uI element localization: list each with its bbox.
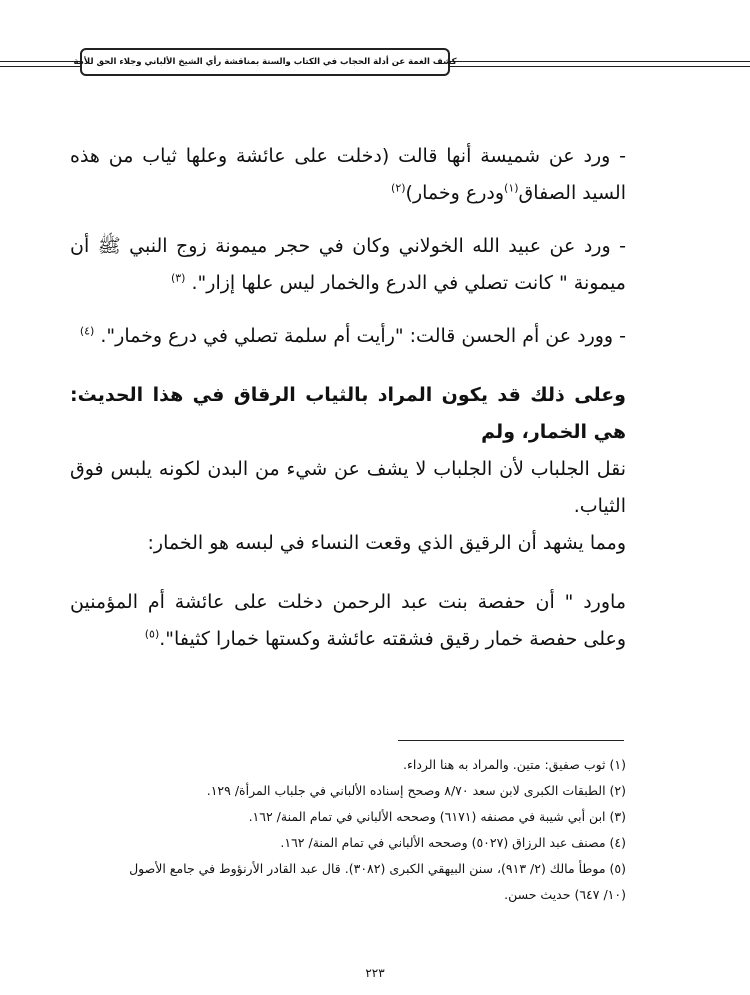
- paragraph-2-text: - ورد عن عبيد الله الخولاني وكان في حجر ميمونة زوج النبي ﷺ أن ميمونة " كانت تصلي في الدرع والخمار ليس علها إزار".: [70, 235, 626, 294]
- footnote-ref-3: (٣): [170, 271, 186, 285]
- running-header: [0, 48, 750, 78]
- footnotes: [110, 752, 626, 908]
- paragraph-3-text: - وورد عن أم الحسن قالت: "رأيت أم سلمة تصلي في درع وخمار".: [100, 325, 626, 347]
- paragraph-1-text-2: ودرع وخمار): [405, 182, 505, 204]
- footnote-ref-5: (٥): [144, 627, 160, 641]
- footnote-2: (٢) الطبقات الكبرى لابن سعد ٨/٧٠ وصحح إسناده الألباني في جلباب المرأة/ ١٢٩.: [206, 783, 626, 798]
- paragraph-1: [70, 138, 626, 212]
- header-title: كشف الغمة عن أدلة الحجاب في الكتاب والسنة بمناقشة رأي الشيخ الألباني وجلاء الحق للأمة: [73, 57, 457, 67]
- page-number: ٢٢٣: [365, 966, 385, 980]
- footnote-3: (٣) ابن أبي شيبة في مصنفه (٦١٧١) وصححه الألباني في تمام المنة/ ١٦٢.: [248, 809, 626, 824]
- paragraph-1-text: - ورد عن شميسة أنها قالت (دخلت على عائشة وعلها ثياب من هذه السيد الصفاق: [70, 145, 626, 204]
- paragraph-4: وعلى ذلك قد يكون المراد بالثياب الرقاق في هذا الحديث: هي الخمار، ولم: [70, 384, 626, 443]
- header-title-box: [73, 48, 457, 76]
- paragraph-7: [70, 584, 626, 658]
- paragraph-3: [70, 318, 626, 355]
- footnote-5: (٥) موطأ مالك (٢/ ٩١٣)، سنن البيهقي الكبرى (٣٠٨٢). قال عبد القادر الأرنؤوط في جامع الأصول: [129, 861, 626, 876]
- paragraph-5: نقل الجلباب لأن الجلباب لا يشف عن شيء من البدن لكونه يلبس فوق الثياب.: [70, 458, 626, 517]
- footnote-ref-1: (١): [504, 181, 519, 195]
- footnote-separator: [398, 740, 624, 741]
- footnote-1: (١) ثوب صفيق: متين. والمراد به هنا الرداء.: [403, 757, 626, 772]
- paragraph-6: ومما يشهد أن الرقيق الذي وقعت النساء في لبسه هو الخمار:: [147, 532, 626, 554]
- main-text: [70, 138, 626, 658]
- footnote-5-cont: (١٠/ ٦٤٧) حديث حسن.: [504, 887, 626, 902]
- paragraph-7-text: ماورد " أن حفصة بنت عبد الرحمن دخلت على عائشة أم المؤمنين وعلى حفصة خمار رقيق فشقته عائشة وكستها خمارا كثيفا".: [70, 591, 626, 650]
- footnote-ref-4: (٤): [79, 324, 95, 338]
- paragraph-2: [70, 228, 626, 302]
- footnote-4: (٤) مصنف عبد الرزاق (٥٠٢٧) وصححه الألباني في تمام المنة/ ١٦٢.: [280, 835, 626, 850]
- footnote-ref-2: (٢): [391, 181, 406, 195]
